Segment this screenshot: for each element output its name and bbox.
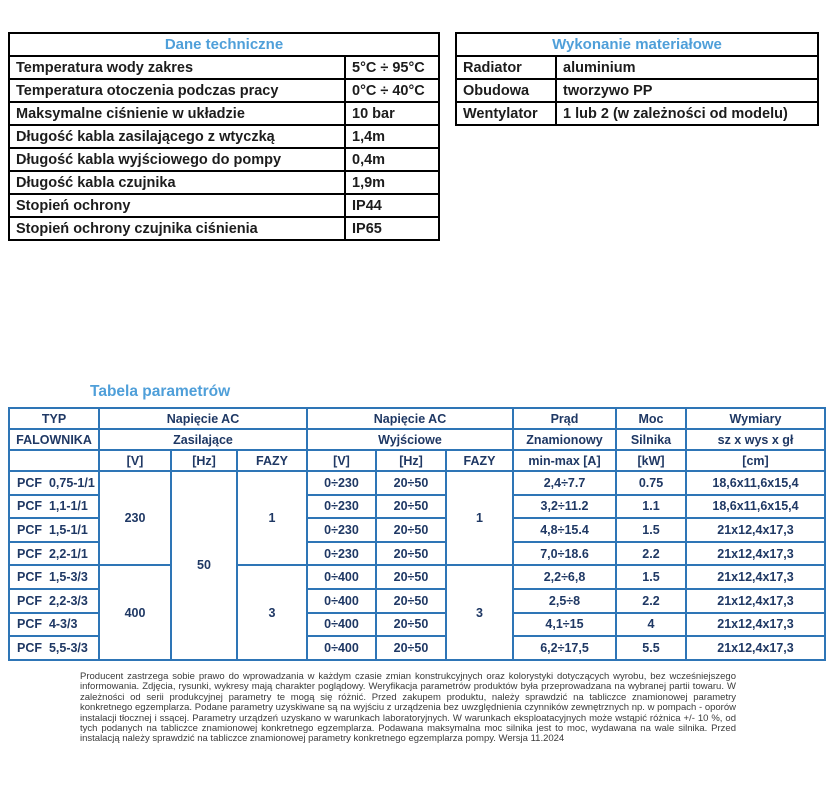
table-row	[9, 471, 825, 495]
wykonanie-materialowe-title: Wykonanie materiałowe	[456, 33, 818, 56]
cell-prad: 6,2÷17,5	[513, 636, 616, 660]
spec-value: 1,9m	[345, 171, 439, 194]
table-row	[9, 56, 439, 79]
wykonanie-materialowe-table	[455, 32, 819, 126]
spec-label: Długość kabla czujnika	[9, 171, 345, 194]
cell-prad: 4,8÷15.4	[513, 518, 616, 542]
cell-wymiary: 18,6x11,6x15,4	[686, 495, 825, 519]
cell-in-v: 400	[99, 565, 171, 659]
cell-moc: 0.75	[616, 471, 686, 495]
cell-out-hz: 20÷50	[376, 518, 446, 542]
spec-value: IP44	[345, 194, 439, 217]
cell-out-hz: 20÷50	[376, 565, 446, 589]
cell-out-hz: 20÷50	[376, 542, 446, 566]
header-napiecie-wyjsciowe: Napięcie AC	[307, 408, 513, 429]
cell-moc: 4	[616, 613, 686, 637]
spec-label: Radiator	[456, 56, 556, 79]
dane-techniczne-table	[8, 32, 440, 241]
table-header-row	[9, 33, 439, 56]
cell-moc: 2.2	[616, 589, 686, 613]
cell-moc: 1.5	[616, 565, 686, 589]
cell-prad: 2,2÷6,8	[513, 565, 616, 589]
cell-wymiary: 21x12,4x17,3	[686, 518, 825, 542]
tabela-parametrow-title: Tabela parametrów	[90, 383, 231, 400]
cell-out-v: 0÷230	[307, 542, 376, 566]
table-row	[9, 125, 439, 148]
table-row	[456, 79, 818, 102]
cell-wymiary: 21x12,4x17,3	[686, 613, 825, 637]
spec-label: Obudowa	[456, 79, 556, 102]
cell-moc: 1.5	[616, 518, 686, 542]
header-row-2	[9, 429, 825, 450]
spec-value: 0°C ÷ 40°C	[345, 79, 439, 102]
tabela-parametrow-table	[8, 407, 826, 661]
cell-in-v: 230	[99, 471, 171, 565]
cell-prad: 2,4÷7.7	[513, 471, 616, 495]
header-unit-hz-in: [Hz]	[171, 450, 237, 471]
cell-prad: 3,2÷11.2	[513, 495, 616, 519]
cell-moc: 2.2	[616, 542, 686, 566]
cell-out-v: 0÷400	[307, 636, 376, 660]
header-moc: Moc	[616, 408, 686, 429]
spec-label: Maksymalne ciśnienie w układzie	[9, 102, 345, 125]
cell-typ: PCF 4-3/3	[9, 613, 99, 637]
header-sz-wys-gl: sz x wys x gł	[686, 429, 825, 450]
cell-typ: PCF 1,5-1/1	[9, 518, 99, 542]
table-row	[9, 148, 439, 171]
cell-wymiary: 21x12,4x17,3	[686, 542, 825, 566]
params-table-header	[9, 408, 825, 471]
cell-wymiary: 18,6x11,6x15,4	[686, 471, 825, 495]
header-wyjsciowe: Wyjściowe	[307, 429, 513, 450]
cell-typ: PCF 2,2-1/1	[9, 542, 99, 566]
cell-in-hz: 50	[171, 471, 237, 660]
cell-wymiary: 21x12,4x17,3	[686, 589, 825, 613]
cell-in-fazy: 3	[237, 565, 307, 659]
cell-prad: 4,1÷15	[513, 613, 616, 637]
cell-prad: 2,5÷8	[513, 589, 616, 613]
header-unit-a: min-max [A]	[513, 450, 616, 471]
cell-out-v: 0÷230	[307, 495, 376, 519]
table-row	[9, 79, 439, 102]
spec-value: 10 bar	[345, 102, 439, 125]
header-zasilajace: Zasilające	[99, 429, 307, 450]
spec-value: 1,4m	[345, 125, 439, 148]
cell-typ: PCF 5,5-3/3	[9, 636, 99, 660]
header-unit-fazy-out: FAZY	[446, 450, 513, 471]
cell-out-hz: 20÷50	[376, 636, 446, 660]
cell-typ: PCF 1,1-1/1	[9, 495, 99, 519]
spec-value: 5°C ÷ 95°C	[345, 56, 439, 79]
table-row	[9, 217, 439, 240]
dane-techniczne-title: Dane techniczne	[9, 33, 439, 56]
spec-value: IP65	[345, 217, 439, 240]
header-znamionowy: Znamionowy	[513, 429, 616, 450]
header-unit-hz-out: [Hz]	[376, 450, 446, 471]
header-row-1	[9, 408, 825, 429]
spec-value: 1 lub 2 (w zależności od modelu)	[556, 102, 818, 125]
cell-out-fazy: 1	[446, 471, 513, 565]
footer-note: Producent zastrzega sobie prawo do wprowadzania w każdym czasie zmian konstrukcyjnych oraz kolorystyki dotyczących wyrobu, bez wcześniejszego informowania. Zdjęcia, rysunki, wykresy mają charakter poglądowy. Weryfikacja parametrów produktów była przeprowadzana na wybranej partii towaru. W zależności od serii produkcyjnej parametry te mogą się różnić. Przed zakupem produktu, należy sprawdzić na tabliczce znamionowej parametry konkretnego egzemplarza. Podane parametry uzyskiwane są na wyjściu z urządzenia bez uwzględnienia czynników zewnętrznych np. w pompach - oporów instalacji tłocznej i ssącej. Parametry urządzeń uzyskano w warunkach laboratoryjnych. W warunkach eksploatacyjnych może wstąpić różnica +/- 10 %, od tych podanych na tabliczce znamionowej konkretnego egzemplarza. Podawana maksymalna moc silnika jest to moc, wydawana na wale silnika. Przed instalacją należy sprawdzić na tabliczce znamionowej parametry konkretnego egzemplarza pompy. Wersja 11.2024	[80, 671, 736, 745]
table-header-row	[456, 33, 818, 56]
spec-label: Długość kabla wyjściowego do pompy	[9, 148, 345, 171]
dane-techniczne-body	[9, 56, 439, 240]
table-row	[456, 56, 818, 79]
header-wymiary: Wymiary	[686, 408, 825, 429]
spec-value: 0,4m	[345, 148, 439, 171]
cell-in-fazy: 1	[237, 471, 307, 565]
spec-label: Stopień ochrony czujnika ciśnienia	[9, 217, 345, 240]
cell-wymiary: 21x12,4x17,3	[686, 636, 825, 660]
header-unit-v-in: [V]	[99, 450, 171, 471]
header-empty	[9, 450, 99, 471]
cell-out-v: 0÷230	[307, 518, 376, 542]
cell-out-hz: 20÷50	[376, 471, 446, 495]
cell-out-hz: 20÷50	[376, 495, 446, 519]
spec-label: Wentylator	[456, 102, 556, 125]
cell-out-hz: 20÷50	[376, 613, 446, 637]
header-silnika: Silnika	[616, 429, 686, 450]
cell-out-hz: 20÷50	[376, 589, 446, 613]
spec-label: Temperatura wody zakres	[9, 56, 345, 79]
spec-value: tworzywo PP	[556, 79, 818, 102]
cell-out-v: 0÷400	[307, 589, 376, 613]
cell-wymiary: 21x12,4x17,3	[686, 565, 825, 589]
header-unit-kw: [kW]	[616, 450, 686, 471]
header-unit-v-out: [V]	[307, 450, 376, 471]
table-row	[9, 194, 439, 217]
cell-out-v: 0÷230	[307, 471, 376, 495]
wykonanie-materialowe-body	[456, 56, 818, 125]
cell-moc: 5.5	[616, 636, 686, 660]
table-row	[9, 171, 439, 194]
cell-prad: 7,0÷18.6	[513, 542, 616, 566]
header-napiecie-zasilajace: Napięcie AC	[99, 408, 307, 429]
header-falownika: FALOWNIKA	[9, 429, 99, 450]
cell-out-fazy: 3	[446, 565, 513, 659]
cell-typ: PCF 2,2-3/3	[9, 589, 99, 613]
header-unit-fazy-in: FAZY	[237, 450, 307, 471]
header-unit-cm: [cm]	[686, 450, 825, 471]
cell-out-v: 0÷400	[307, 565, 376, 589]
spec-label: Długość kabla zasilającego z wtyczką	[9, 125, 345, 148]
table-row	[9, 565, 825, 589]
spec-value: aluminium	[556, 56, 818, 79]
cell-typ: PCF 1,5-3/3	[9, 565, 99, 589]
header-row-units	[9, 450, 825, 471]
header-typ: TYP	[9, 408, 99, 429]
params-table-body	[9, 471, 825, 660]
cell-moc: 1.1	[616, 495, 686, 519]
spec-label: Temperatura otoczenia podczas pracy	[9, 79, 345, 102]
cell-out-v: 0÷400	[307, 613, 376, 637]
spec-label: Stopień ochrony	[9, 194, 345, 217]
table-row	[9, 102, 439, 125]
header-prad: Prąd	[513, 408, 616, 429]
cell-typ: PCF 0,75-1/1	[9, 471, 99, 495]
table-row	[456, 102, 818, 125]
